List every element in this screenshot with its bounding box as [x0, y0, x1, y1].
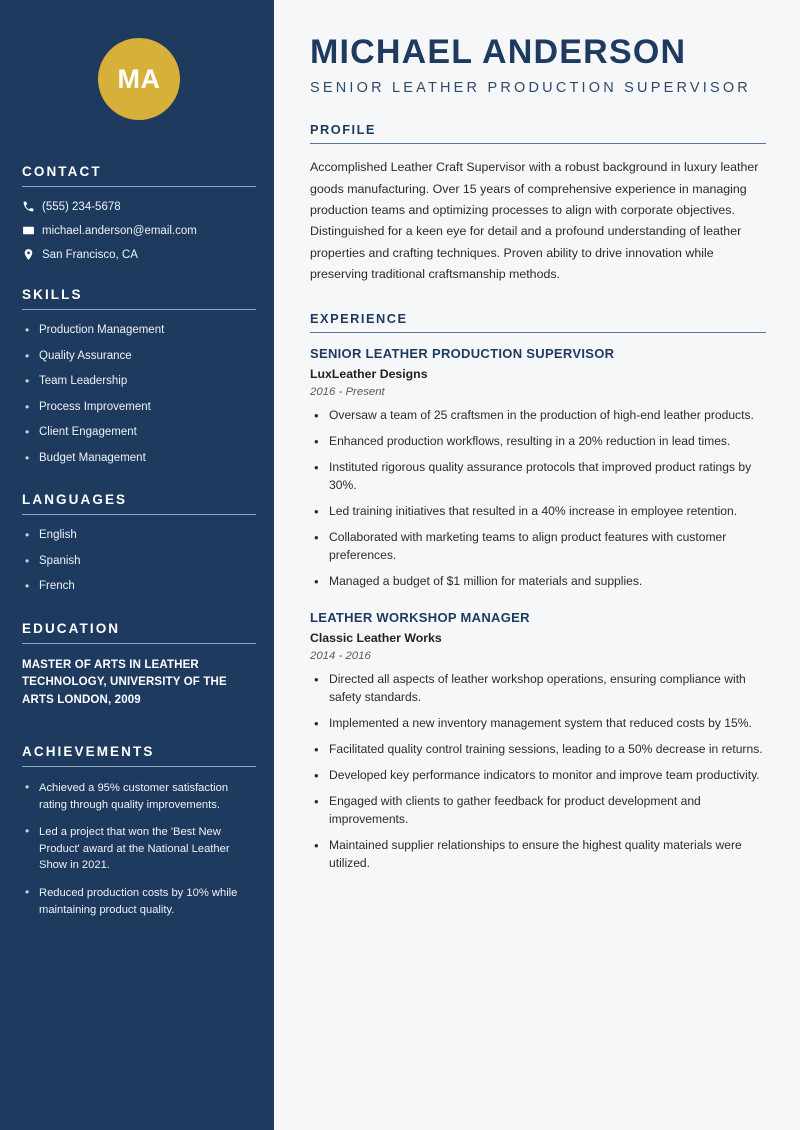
- list-item: • Directed all aspects of leather workshop operations, ensuring compliance with safety standards.: [310, 671, 766, 707]
- education-divider: [22, 643, 256, 644]
- job-dates: 2016 - Present: [310, 386, 385, 399]
- headline-job-title: SENIOR LEATHER PRODUCTION SUPERVISOR: [310, 80, 751, 97]
- experience-entry: [310, 610, 766, 872]
- contact-location-value: San Francisco, CA: [42, 248, 138, 261]
- list-item: • Instituted rigorous quality assurance protocols that improved product ratings by 30%.: [310, 459, 766, 495]
- main-content: [278, 0, 800, 1130]
- job-bullet-list: [310, 671, 766, 872]
- achievements-list: [22, 780, 256, 918]
- list-item: • Led training initiatives that resulted in a 40% increase in employee retention.: [310, 503, 766, 521]
- page-title: MICHAEL ANDERSON: [310, 33, 687, 71]
- avatar-container: [22, 0, 256, 164]
- achievements-divider: [22, 766, 256, 767]
- languages-section: [22, 492, 256, 595]
- list-item: • Managed a budget of $1 million for materials and supplies.: [310, 573, 766, 591]
- languages-heading: LANGUAGES: [22, 492, 128, 508]
- list-item: • Team Leadership: [22, 374, 256, 390]
- contact-location-row[interactable]: [22, 248, 256, 261]
- achievements-section: [22, 744, 256, 918]
- skills-section: [22, 287, 256, 466]
- experience-divider: [310, 332, 766, 333]
- list-item: • Quality Assurance: [22, 349, 256, 365]
- avatar: MA: [98, 38, 180, 120]
- profile-heading: PROFILE: [310, 122, 376, 138]
- contact-phone-row[interactable]: [22, 200, 256, 213]
- list-item: • Budget Management: [22, 451, 256, 467]
- list-item: • French: [22, 579, 256, 595]
- list-item: • Facilitated quality control training sessions, leading to a 50% decrease in returns.: [310, 741, 766, 759]
- job-company: LuxLeather Designs: [310, 367, 428, 382]
- list-item: • Spanish: [22, 554, 256, 570]
- achievements-heading: ACHIEVEMENTS: [22, 744, 155, 760]
- list-item: • Achieved a 95% customer satisfaction rating through quality improvements.: [22, 780, 256, 813]
- list-item: • Engaged with clients to gather feedback for product development and improvements.: [310, 793, 766, 829]
- profile-text: Accomplished Leather Craft Supervisor with a robust background in luxury leather goods manufacturing. Over 15 years of comprehensive experience in managing production teams and optimizing processes to align with corporate objectives. Distinguished for a keen eye for detail and a profound understanding of leather properties and crafting techniques. Proven ability to drive innovation while preserving traditional craftsmanship methods.: [310, 160, 759, 282]
- list-item: • Implemented a new inventory management system that reduced costs by 15%.: [310, 715, 766, 733]
- contact-section: [22, 164, 256, 261]
- skills-heading: SKILLS: [22, 287, 83, 302]
- languages-list: [22, 528, 256, 595]
- education-item: MASTER OF ARTS IN LEATHER TECHNOLOGY, UNIVERSITY OF THE ARTS LONDON, 2009: [22, 658, 227, 707]
- list-item: • Reduced production costs by 10% while maintaining product quality.: [22, 885, 256, 918]
- skills-divider: [22, 309, 256, 310]
- list-item: • Client Engagement: [22, 425, 256, 441]
- envelope-icon: [22, 224, 42, 237]
- skills-list: [22, 323, 256, 466]
- job-role: SENIOR LEATHER PRODUCTION SUPERVISOR: [310, 346, 615, 362]
- list-item: • Enhanced production workflows, resulting in a 20% reduction in lead times.: [310, 433, 766, 451]
- list-item: • Maintained supplier relationships to ensure the highest quality materials were utilized.: [310, 837, 766, 873]
- list-item: • Production Management: [22, 323, 256, 339]
- job-company: Classic Leather Works: [310, 631, 442, 646]
- experience-section: [310, 311, 766, 872]
- map-pin-icon: [22, 248, 42, 261]
- list-item: • Led a project that won the 'Best New Product' award at the National Leather Show in 2021.: [22, 824, 256, 874]
- list-item: • Developed key performance indicators to monitor and improve team productivity.: [310, 767, 766, 785]
- list-item: • Oversaw a team of 25 craftsmen in the production of high-end leather products.: [310, 407, 766, 425]
- experience-heading: EXPERIENCE: [310, 311, 408, 327]
- education-heading: EDUCATION: [22, 620, 121, 636]
- contact-heading: CONTACT: [22, 164, 102, 179]
- job-bullet-list: [310, 407, 766, 590]
- job-dates: 2014 - 2016: [310, 650, 371, 663]
- profile-divider: [310, 143, 766, 144]
- languages-divider: [22, 514, 256, 515]
- list-item: • Collaborated with marketing teams to align product features with customer preferences.: [310, 529, 766, 565]
- sidebar: [0, 0, 278, 1130]
- education-section: [22, 621, 256, 710]
- contact-email-row[interactable]: [22, 224, 256, 237]
- list-item: • Process Improvement: [22, 400, 256, 416]
- list-item: • English: [22, 528, 256, 544]
- experience-entry: [310, 346, 766, 590]
- phone-icon: [22, 200, 42, 213]
- profile-section: [310, 122, 766, 285]
- contact-phone-value: (555) 234-5678: [42, 200, 121, 213]
- job-role: LEATHER WORKSHOP MANAGER: [310, 610, 530, 626]
- contact-divider: [22, 186, 256, 187]
- contact-email-value: michael.anderson@email.com: [42, 224, 197, 237]
